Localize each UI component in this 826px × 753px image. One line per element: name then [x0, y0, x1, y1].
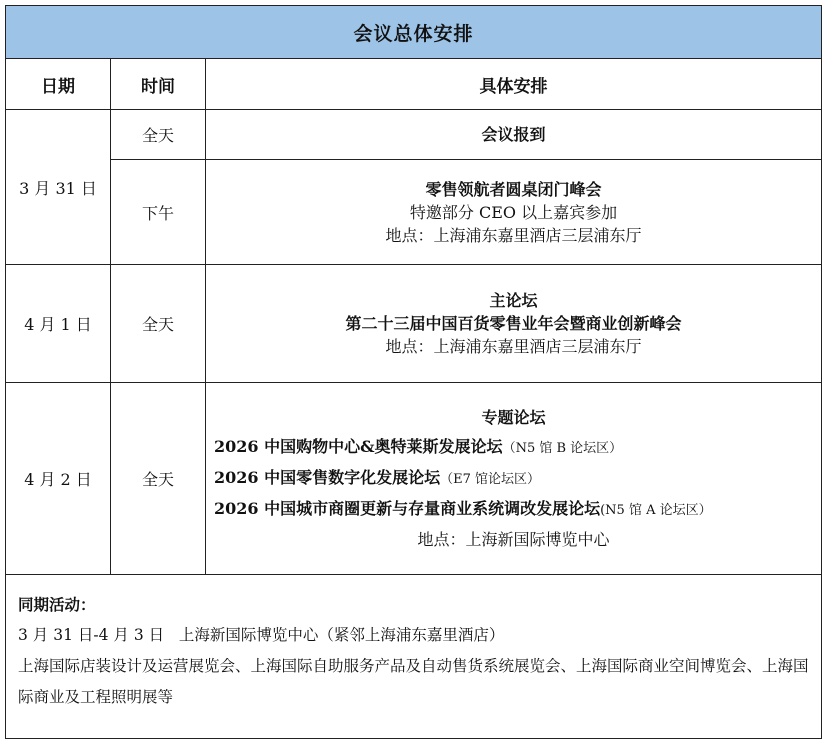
day1-slot2-venue: 地点：上海浦东嘉里酒店三层浦东厅: [385, 225, 642, 245]
forum-item-2: [206, 463, 821, 494]
day3-venue: 地点：上海新国际博览中心: [417, 530, 610, 549]
forum-2-name: 2026 中国零售数字化发展论坛: [214, 468, 441, 487]
concurrent-exhibitions: 上海国际店装设计及运营展览会、上海国际自助服务产品及自动售货系统展览会、上海国际商业空间博览会、上海国际商业及工程照明展等: [18, 657, 809, 706]
header-detail: 具体安排: [206, 59, 822, 110]
concurrent-label: 同期活动：: [18, 595, 96, 614]
day2-date: 4 月 1 日: [6, 265, 111, 383]
table-title: 会议总体安排: [6, 6, 822, 59]
forum-3-name: 2026 中国城市商圈更新与存量商业系统调改发展论坛: [214, 499, 601, 518]
day3-detail: [206, 383, 822, 575]
day2-venue: 地点：上海浦东嘉里酒店三层浦东厅: [385, 337, 642, 356]
day3-heading: 专题论坛: [481, 408, 546, 427]
day1-slot2-time: 下午: [111, 160, 206, 265]
concurrent-events: [6, 575, 822, 739]
header-time: 时间: [111, 59, 206, 110]
day1-slot1-time: 全天: [111, 110, 206, 160]
day2-time: 全天: [111, 265, 206, 383]
day2-sub: 第二十三届中国百货零售业年会暨商业创新峰会: [345, 314, 682, 333]
forum-2-hall: （E7 馆论坛区）: [440, 472, 541, 487]
forum-1-hall: （N5 馆 B 论坛区）: [502, 441, 623, 456]
concurrent-dates: 3 月 31 日-4 月 3 日 上海新国际博览中心（紧邻上海浦东嘉里酒店）: [18, 626, 505, 644]
header-date: 日期: [6, 59, 111, 110]
forum-1-name: 2026 中国购物中心&奥特莱斯发展论坛: [214, 437, 503, 456]
day3-date: 4 月 2 日: [6, 383, 111, 575]
day1-slot2-detail: [206, 160, 822, 265]
day1-slot2-heading: 零售领航者圆桌闭门峰会: [425, 179, 602, 199]
forum-3-hall: (N5 馆 A 论坛区）: [600, 503, 712, 518]
day2-heading: 主论坛: [489, 291, 538, 310]
day1-slot1-heading: 会议报到: [206, 110, 822, 160]
schedule-table: [5, 5, 822, 739]
day1-date: 3 月 31 日: [6, 110, 111, 265]
forum-item-3: [206, 494, 821, 525]
day3-time: 全天: [111, 383, 206, 575]
day2-detail: [206, 265, 822, 383]
day1-slot2-sub: 特邀部分 CEO 以上嘉宾参加: [409, 202, 618, 222]
forum-item-1: [206, 432, 821, 463]
